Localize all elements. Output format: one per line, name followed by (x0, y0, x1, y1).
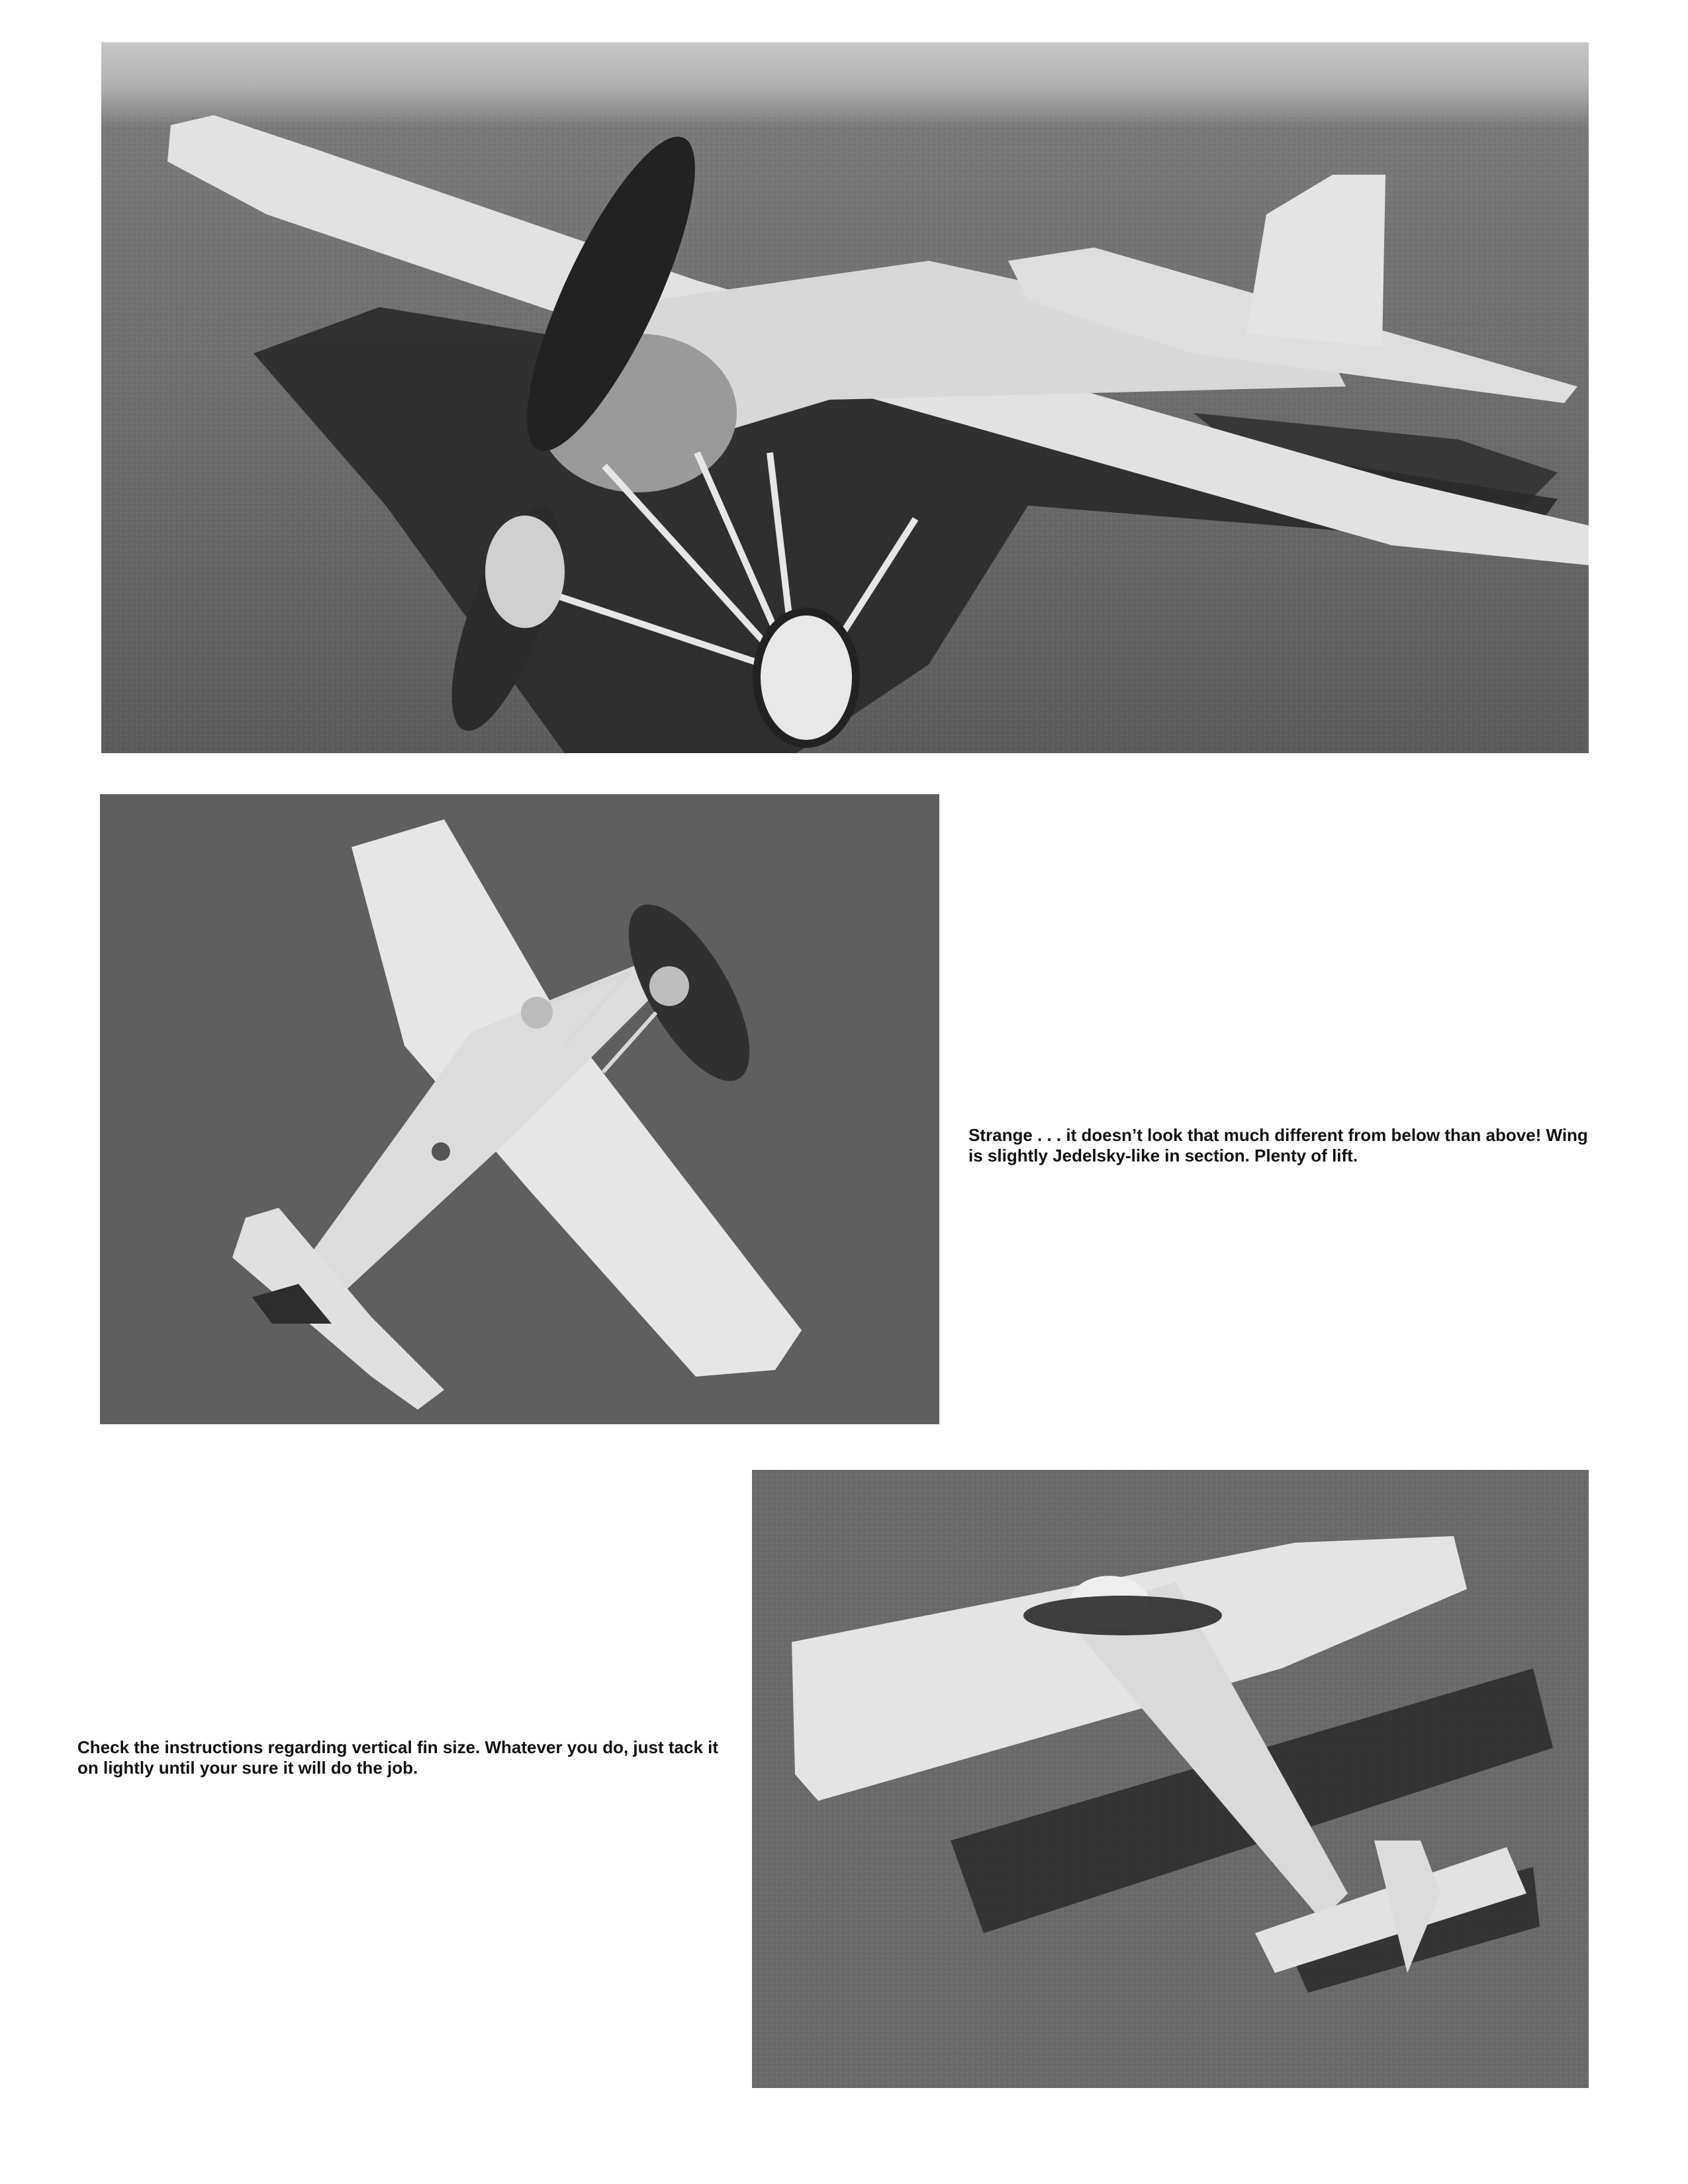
engine-cowl (649, 966, 689, 1006)
photo-bottom (752, 1470, 1589, 2088)
photo-middle (100, 794, 939, 1424)
photo-middle-image (100, 794, 939, 1424)
caption-middle: Strange . . . it doesn’t look that much different from below than above! Wing is slightly Jedelsky-like in section. Plenty of lift. (968, 1125, 1588, 1165)
propeller (1023, 1596, 1222, 1635)
wheel (521, 997, 553, 1028)
caption-bottom: Check the instructions regarding vertical fin size. Whatever you do, just tack it on lightly until your sure it will do the job. (77, 1737, 719, 1778)
photo-top (101, 42, 1589, 753)
photo-top-image (101, 42, 1589, 753)
wheel-left (485, 516, 565, 628)
wheel-right (757, 612, 856, 744)
photo-bottom-image (752, 1470, 1589, 2088)
fuselage-hole (432, 1142, 450, 1161)
